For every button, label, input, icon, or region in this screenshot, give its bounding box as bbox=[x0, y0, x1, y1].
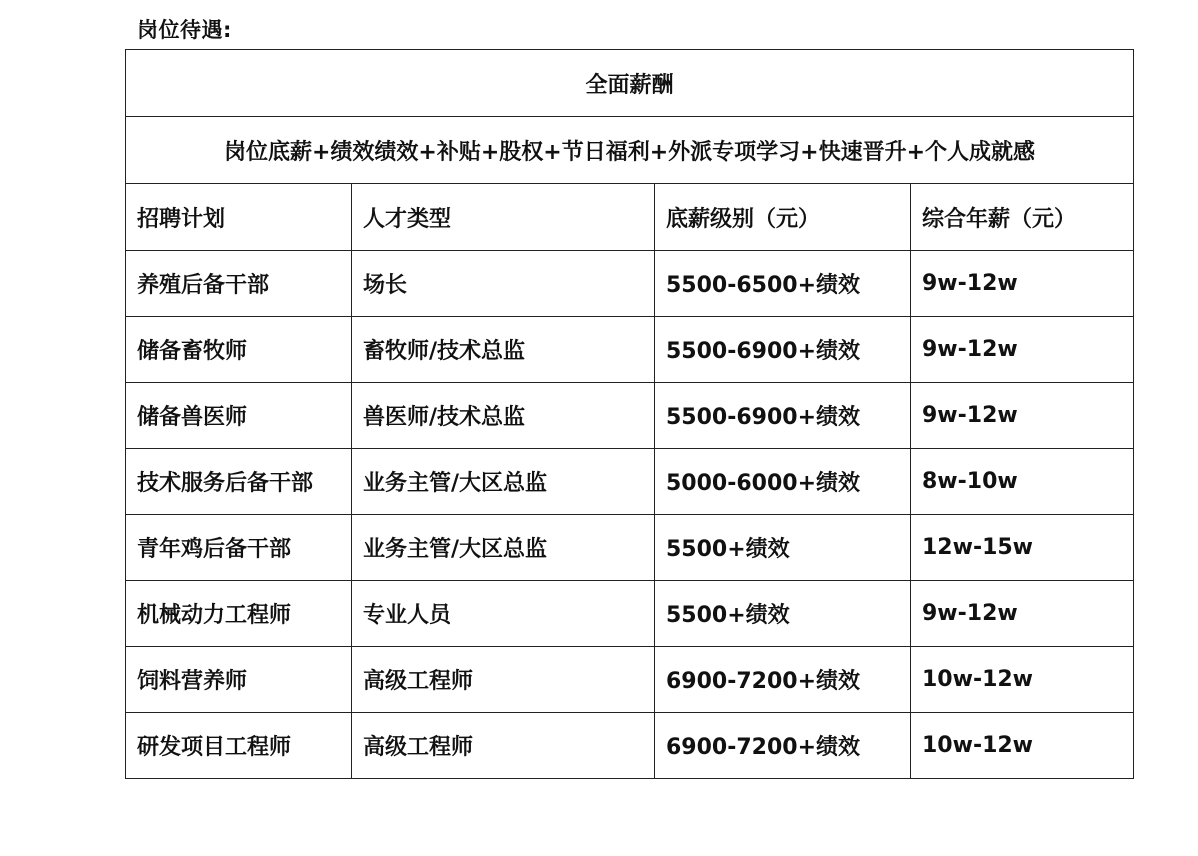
cell-plan: 储备兽医师 bbox=[126, 383, 352, 449]
page-heading: 岗位待遇: bbox=[137, 18, 232, 42]
cell-talent-type: 高级工程师 bbox=[352, 647, 655, 713]
salary-table bbox=[125, 49, 1134, 779]
cell-talent-type: 兽医师/技术总监 bbox=[352, 383, 655, 449]
cell-talent-type: 业务主管/大区总监 bbox=[352, 515, 655, 581]
benefits-text: 岗位底薪+绩效绩效+补贴+股权+节日福利+外派专项学习+快速晋升+个人成就感 bbox=[126, 117, 1134, 184]
header-cell-talent-type: 人才类型 bbox=[352, 184, 655, 251]
table-row bbox=[126, 581, 1134, 647]
cell-plan: 青年鸡后备干部 bbox=[126, 515, 352, 581]
cell-talent-type: 高级工程师 bbox=[352, 713, 655, 779]
cell-annual-salary: 9w-12w bbox=[911, 251, 1134, 317]
cell-talent-type: 场长 bbox=[352, 251, 655, 317]
cell-base-salary: 5500-6900+绩效 bbox=[655, 317, 911, 383]
cell-talent-type: 畜牧师/技术总监 bbox=[352, 317, 655, 383]
header-cell-plan: 招聘计划 bbox=[126, 184, 352, 251]
cell-annual-salary: 12w-15w bbox=[911, 515, 1134, 581]
cell-base-salary: 6900-7200+绩效 bbox=[655, 713, 911, 779]
cell-plan: 饲料营养师 bbox=[126, 647, 352, 713]
table-row bbox=[126, 383, 1134, 449]
cell-talent-type: 业务主管/大区总监 bbox=[352, 449, 655, 515]
cell-base-salary: 5500+绩效 bbox=[655, 515, 911, 581]
header-row bbox=[126, 184, 1134, 251]
cell-annual-salary: 8w-10w bbox=[911, 449, 1134, 515]
table-row bbox=[126, 449, 1134, 515]
cell-annual-salary: 9w-12w bbox=[911, 383, 1134, 449]
table-title-row bbox=[126, 50, 1134, 117]
cell-talent-type: 专业人员 bbox=[352, 581, 655, 647]
cell-annual-salary: 9w-12w bbox=[911, 317, 1134, 383]
cell-base-salary: 5500-6500+绩效 bbox=[655, 251, 911, 317]
table-row bbox=[126, 713, 1134, 779]
cell-base-salary: 5500+绩效 bbox=[655, 581, 911, 647]
cell-annual-salary: 9w-12w bbox=[911, 581, 1134, 647]
header-cell-annual-salary: 综合年薪（元） bbox=[911, 184, 1134, 251]
cell-plan: 养殖后备干部 bbox=[126, 251, 352, 317]
benefits-row bbox=[126, 117, 1134, 184]
cell-annual-salary: 10w-12w bbox=[911, 713, 1134, 779]
table-title: 全面薪酬 bbox=[126, 50, 1134, 117]
table-row bbox=[126, 317, 1134, 383]
table-row bbox=[126, 647, 1134, 713]
cell-plan: 机械动力工程师 bbox=[126, 581, 352, 647]
table-row bbox=[126, 515, 1134, 581]
header-cell-base-salary: 底薪级别（元） bbox=[655, 184, 911, 251]
cell-plan: 储备畜牧师 bbox=[126, 317, 352, 383]
cell-base-salary: 5000-6000+绩效 bbox=[655, 449, 911, 515]
table-row bbox=[126, 251, 1134, 317]
cell-plan: 研发项目工程师 bbox=[126, 713, 352, 779]
cell-plan: 技术服务后备干部 bbox=[126, 449, 352, 515]
cell-base-salary: 6900-7200+绩效 bbox=[655, 647, 911, 713]
cell-annual-salary: 10w-12w bbox=[911, 647, 1134, 713]
cell-base-salary: 5500-6900+绩效 bbox=[655, 383, 911, 449]
